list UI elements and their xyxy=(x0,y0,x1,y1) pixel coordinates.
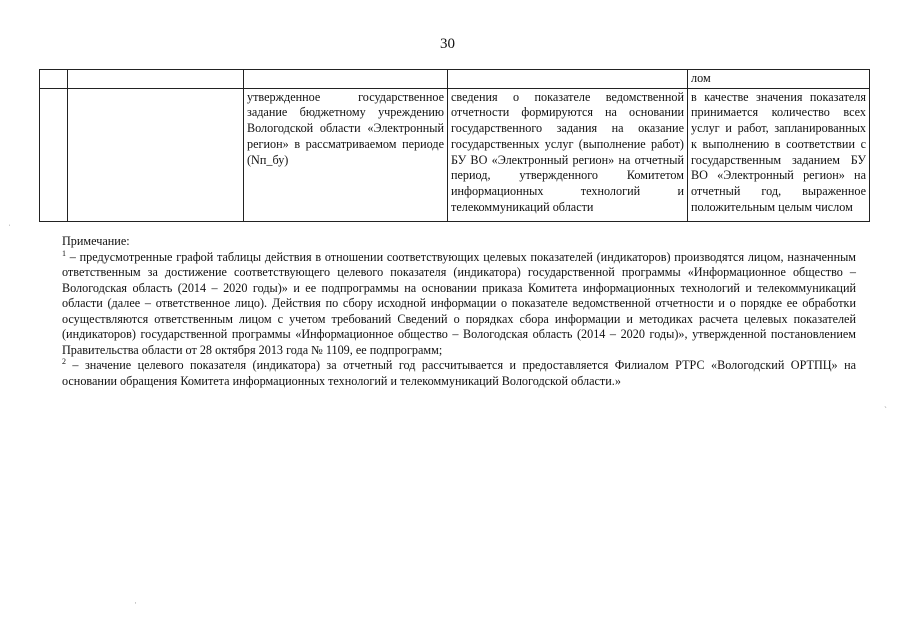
table-cell xyxy=(244,70,448,89)
notes-heading: Примечание: xyxy=(62,234,130,248)
table-row-continuation xyxy=(40,70,870,89)
table-cell xyxy=(448,70,688,89)
indicator-value-text: в качестве значения показателя принимается количество всех услуг и работ, запланированных к выполнению в соответствии с государственным заданием БУ ВО «Электронный регион» на отчетный год, выраженное положительным целым числом xyxy=(691,89,866,214)
note-marker: 1 xyxy=(62,248,66,258)
table-cell xyxy=(244,88,448,221)
page-number: 30 xyxy=(440,36,455,52)
table-cell xyxy=(68,88,244,221)
table-cell xyxy=(40,88,68,221)
cell-text: лом xyxy=(691,71,711,85)
note-marker: 2 xyxy=(62,356,66,366)
scan-artifact: ˏ xyxy=(884,398,887,408)
indicator-method-text: сведения о показателе ведомственной отчетности формируются на основании государственного задания на оказание государственных услуг (выполнение работ) БУ ВО «Электронный регион» на отчетный период, утвержденного Комитетом информационных технологий и телекоммуникаций области xyxy=(451,89,684,214)
table-row xyxy=(40,88,870,221)
indicator-source-text: утвержденное государственное задание бюджетному учреждению Вологодской области «Электронный регион» в рассматриваемом периоде (Nп_бу) xyxy=(247,89,444,167)
note-text: – значение целевого показателя (индикатора) за отчетный год рассчитывается и предоставляется Филиалом РТРС «Вологодский ОРТПЦ» на основании обращения Комитета информационных технологий и телекоммуникаций Вологодской области.» xyxy=(62,358,856,388)
table-cell xyxy=(688,88,870,221)
table-cell xyxy=(68,70,244,89)
indicator-table xyxy=(39,69,870,222)
scan-artifact: ˌ xyxy=(8,216,11,226)
table-cell xyxy=(688,70,870,89)
note-item xyxy=(62,250,856,359)
note-item xyxy=(62,358,856,389)
table-cell xyxy=(40,70,68,89)
notes-section xyxy=(62,234,856,389)
note-text: – предусмотренные графой таблицы действия в отношении соответствующих целевых показателей (индикаторов) производятся лицом, назначенным ответственным за достижение соответствующего целевого показателя (индикатора) государственной программы «Информационное общество – Вологодская область (2014 – 2020 годы)» и ее подпрограммы на основании приказа Комитета информационных технологий и телекоммуникаций области (далее – ответственное лицо). Действия по сбору исходной информации о показателе ведомственной отчетности и о порядке ее обработки осуществляются ответственным лицом с учетом требований Сведений о порядках сбора информации и методиках расчета целевых показателей (индикаторов) государственной программы «Информационное общество – Вологодская область (2014 – 2020 годы)», утвержденной постановлением Правительства области от 28 октября 2013 года № 1109, ее подпрограмм; xyxy=(62,249,856,357)
scan-artifact: · xyxy=(134,598,137,608)
table-cell xyxy=(448,88,688,221)
